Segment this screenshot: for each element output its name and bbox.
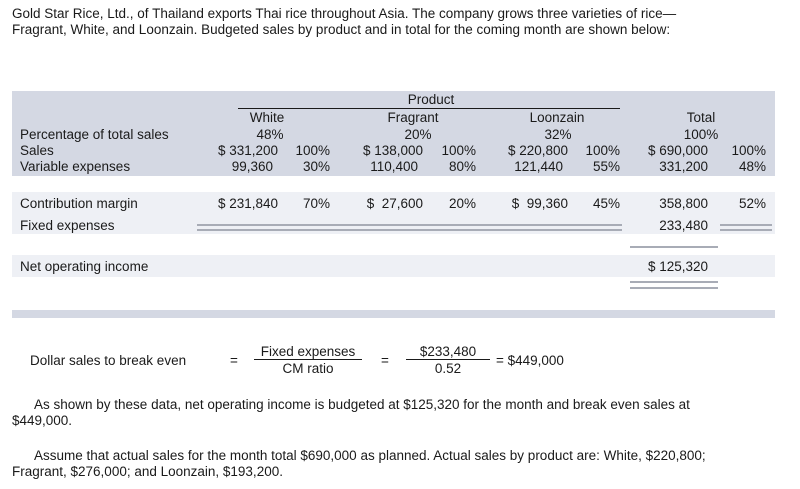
row-label-fixed: Fixed expenses [20,218,115,233]
total-fixed: 233,480 [659,218,708,233]
noi-rule-upper [630,281,718,283]
value-denominator: 0.52 [434,361,462,376]
loonzain-percent: 32% [544,127,572,142]
fragrant-cm-pct: 20% [448,196,476,211]
total-percent: 100% [683,127,719,142]
fixed-pct-rule-lower [720,229,772,231]
formula-fraction-bar [254,359,362,360]
noi-rule-lower [630,287,718,289]
formula-numerator: Fixed expenses [260,344,356,359]
white-sales: $ 331,200 [217,143,278,158]
product-header: Product [407,92,455,107]
total-subtotal-rule [630,246,718,248]
fragrant-sales-pct: 100% [441,143,476,158]
fragrant-var-exp: 110,400 [370,159,418,174]
product-rule [238,108,620,109]
loonzain-cm: $ 99,360 [511,196,568,211]
col-header-white: White [249,110,285,125]
white-percent: 48% [256,127,284,142]
total-var-exp: 331,200 [659,159,708,174]
loonzain-var-exp: 121,440 [514,159,563,174]
total-sales-pct: 100% [731,143,766,158]
total-sales: $ 690,000 [647,143,708,158]
fixed-rule-lower [197,229,622,231]
row-label-noi: Net operating income [20,259,149,274]
col-header-fragrant: Fragrant [387,110,439,125]
fragrant-cm: $ 27,600 [366,196,423,211]
fragrant-var-pct: 80% [448,159,476,174]
white-var-exp: 99,360 [231,159,273,174]
fragrant-percent: 20% [404,127,432,142]
fragrant-sales: $ 138,000 [362,143,423,158]
col-header-loonzain: Loonzain [529,110,585,125]
separator-band [12,310,775,318]
paragraph-actual-sales: Assume that actual sales for the month total $690,000 as planned. Actual sales by product are: White, $220,800; Fragrant, $276,000; and Loonzain, $193,200. [12,448,706,479]
breakeven-label: Dollar sales to break even [30,353,187,368]
paragraph-summary: As shown by these data, net operating income is budgeted at $125,320 for the month and break even sales at $449,000. [12,397,690,428]
fixed-rule-upper [197,224,622,226]
loonzain-sales: $ 220,800 [507,143,568,158]
loonzain-var-pct: 55% [592,159,620,174]
total-cm-pct: 52% [738,196,766,211]
loonzain-sales-pct: 100% [585,143,620,158]
total-noi: $ 125,320 [647,259,708,274]
total-var-pct: 48% [738,159,766,174]
row-label-cm: Contribution margin [20,196,138,211]
intro-paragraph: Gold Star Rice, Ltd., of Thailand exports Thai rice throughout Asia. The company grows three varieties of rice—Fragrant, White, and Loonzain. Budgeted sales by product and in total for the coming month are shown below: [12,6,677,37]
white-sales-pct: 100% [295,143,330,158]
total-cm: 358,800 [659,196,708,211]
breakeven-result: = $449,000 [496,353,564,368]
loonzain-cm-pct: 45% [592,196,620,211]
row-label-var-exp: Variable expenses [20,159,131,174]
value-numerator: $233,480 [419,344,477,359]
white-var-pct: 30% [302,159,330,174]
equals-sign-2: = [381,353,389,368]
col-header-total: Total [686,110,716,125]
fixed-pct-rule-upper [720,224,772,226]
equals-sign-1: = [230,353,238,368]
value-fraction-bar [406,359,490,360]
row-label-sales: Sales [20,143,54,158]
white-cm: $ 231,840 [217,196,278,211]
formula-denominator: CM ratio [282,361,334,376]
row-label-percent: Percentage of total sales [20,127,169,142]
white-cm-pct: 70% [302,196,330,211]
